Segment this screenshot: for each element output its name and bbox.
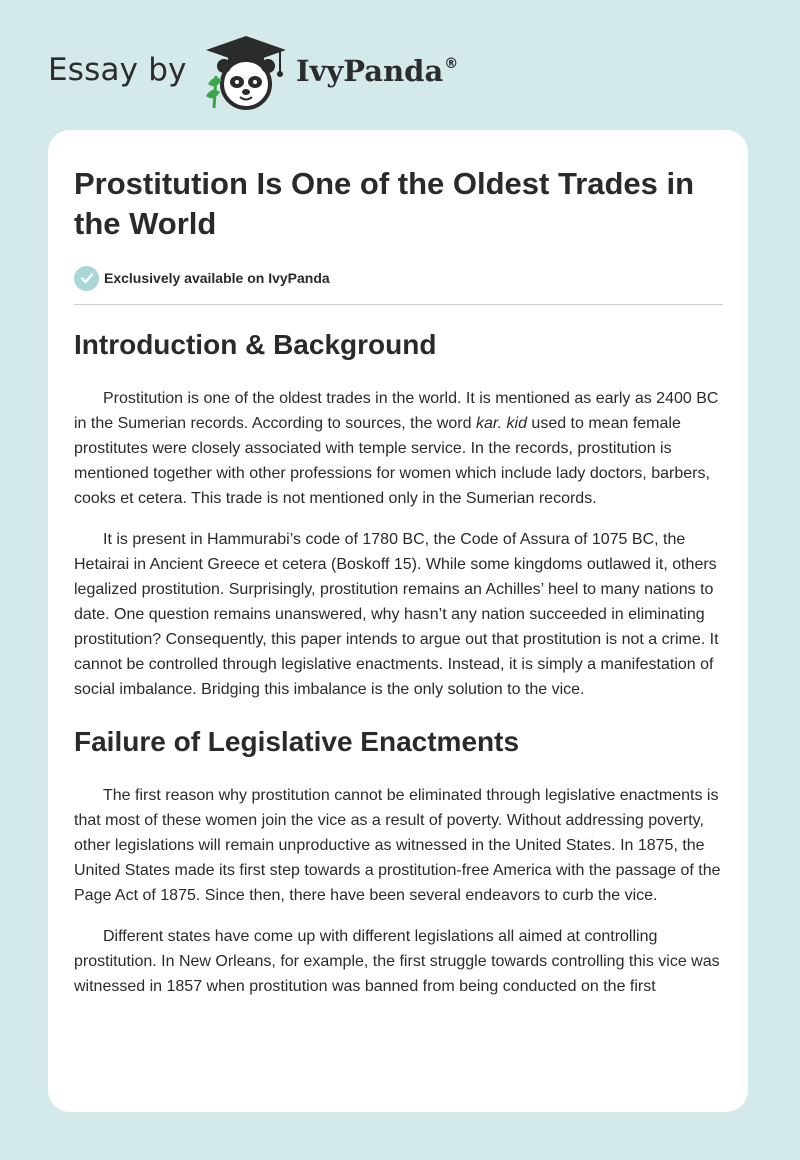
badge-label: Exclusively available on IvyPanda <box>104 270 330 286</box>
brand-name[interactable]: IvyPanda® <box>296 54 459 88</box>
essay-card <box>48 130 748 1112</box>
exclusive-badge <box>74 264 723 292</box>
italic-term: kar. kid <box>475 415 527 432</box>
section-heading: Introduction & Background <box>74 329 437 360</box>
paragraph: The first reason why prostitution cannot be eliminated through legislative enactments is that most of these women join the vice as a result of poverty. Without addressing poverty, other legislations will remain unproductive as witnessed in the United States. In 1875, the United States made its first step towards a prostitution-free America with the passage of the Page Act of 1875. Since then, there have been several endeavors to curb the vice. <box>74 787 721 904</box>
page-title: Prostitution Is One of the Oldest Trades in the World <box>74 166 695 241</box>
paragraph: It is present in Hammurabi’s code of 1780 BC, the Code of Assura of 1075 BC, the Hetairai in Ancient Greece et cetera (Boskoff 15). While some kingdoms outlawed it, others legalized prostitution. Surprisingly, prostitution remains an Achilles’ heel to many nations to date. One question remains unanswered, why hasn’t any nation succeeded in eliminating prostitution? Consequently, this paper intends to argue out that prostitution is not a crime. It cannot be controlled through legislative enactments. Instead, it is simply a manifestation of social imbalance. Bridging this imbalance is the only solution to the vice. <box>74 531 719 698</box>
registered-mark: ® <box>444 56 459 72</box>
divider <box>74 304 723 305</box>
checkmark-icon <box>74 266 99 291</box>
section-heading: Failure of Legislative Enactments <box>74 726 520 757</box>
panda-logo-icon[interactable] <box>200 32 292 112</box>
paragraph: Different states have come up with different legislations all aimed at controlling prostitution. In New Orleans, for example, the first struggle towards controlling this vice was witnessed in 1857 when prostitution was banned from being conducted on the first <box>74 928 720 995</box>
paragraph: Prostitution is one of the oldest trades in the world. It is mentioned as early as 2400 BC in the Sumerian records. According to sources, the word kar. kid used to mean female prostitutes were closely associated with temple service. In the records, prostitution is mentioned together with other professions for women which include lady doctors, barbers, cooks et cetera. This trade is not mentioned only in the Sumerian records. <box>74 390 719 507</box>
site-header <box>48 32 748 112</box>
brand-prefix: Essay by <box>48 52 187 88</box>
